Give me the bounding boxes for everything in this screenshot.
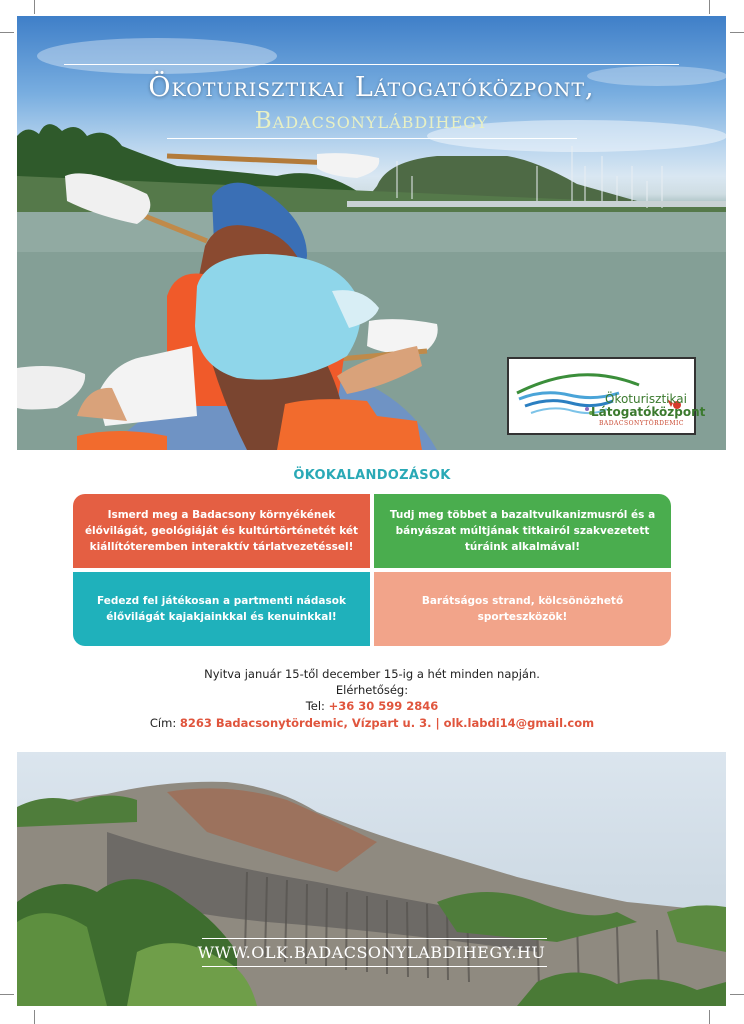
feature-card-kayak: Fedezd fel játékosan a partmenti nádasok élővilágát kajakjainkkal és kenuinkkal! [73,572,370,646]
title-rule-top [64,64,679,65]
address-email[interactable]: 8263 Badacsonytördemic, Vízpart u. 3. | olk.labdi14@gmail.com [179,716,595,730]
website-rule-top [202,938,547,939]
crop-mark [709,0,710,14]
page-subtitle: Badacsonylábdihegy [254,108,489,134]
cliff-photo [17,752,726,1006]
phone-label: Tel: [305,699,325,713]
crop-mark [730,32,744,33]
logo-text-line2: Látogatóközpont [591,405,706,419]
logo-text-line1: Ökoturisztikai [605,392,687,406]
page-title: Ökoturisztikai Látogatóközpont, [148,72,595,103]
hero-photo [17,16,726,450]
basalt-cliff-illustration [17,752,726,1006]
feature-card-beach: Barátságos strand, kölcsönözhető sporteszközök! [374,572,671,646]
address-label: Cím: [149,716,177,730]
opening-hours: Nyitva január 15-től december 15-ig a hét minden napján. [204,667,540,681]
crop-mark [34,0,35,14]
phone-line [0,699,744,713]
contact-label: Elérhetőség: [335,683,409,697]
crop-mark [34,1010,35,1024]
logo-text-line3: BADACSONYTÖRDEMIC [599,420,684,427]
crop-mark [0,32,14,33]
section-title: ÖKOKALANDOZÁSOK [293,468,451,483]
address-line [0,716,744,730]
feature-card-exhibition: Ismerd meg a Badacsony környékének élővilágát, geológiáját és kultúrtörténetét két kiállítóteremben interaktív tárlatvezetéssel! [73,494,370,568]
title-rule-bottom [167,138,577,139]
crop-mark [0,994,14,995]
logo-badge [507,357,706,435]
crop-mark [730,994,744,995]
phone-number[interactable]: +36 30 599 2846 [328,699,439,713]
crop-mark [709,1010,710,1024]
website-link[interactable]: WWW.OLK.BADACSONYLABDIHEGY.HU [197,943,546,962]
feature-card-tours: Tudj meg többet a bazaltvulkanizmusról és a bányászat múltjának titkairól szakvezetett túráink alkalmával! [374,494,671,568]
website-rule-bottom [202,966,547,967]
